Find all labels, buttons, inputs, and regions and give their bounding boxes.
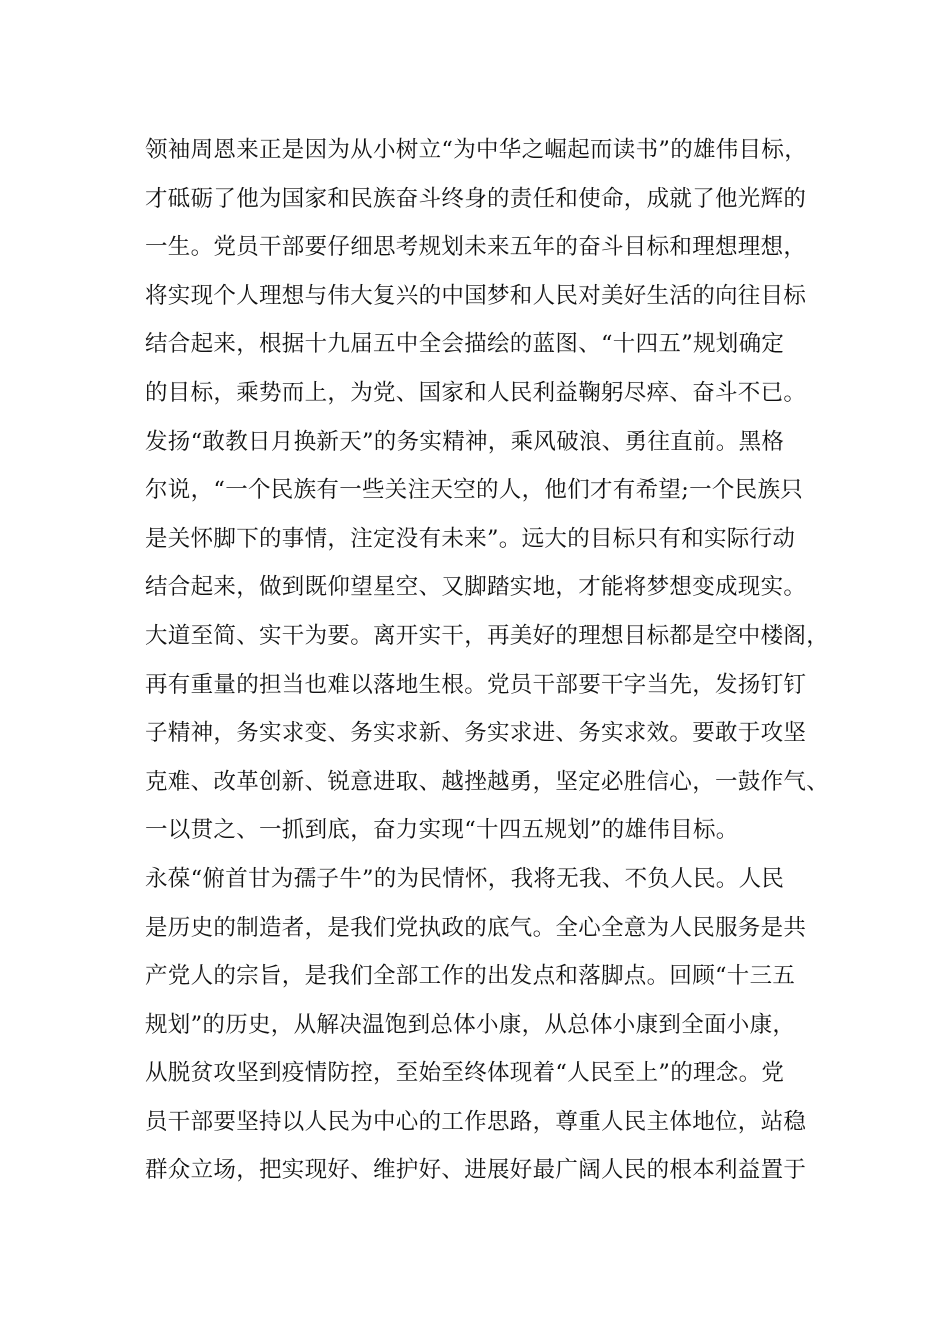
text-line: 群众立场，把实现好、维护好、进展好最广阔人民的根本利益置于 xyxy=(145,1157,807,1184)
text-line: 领袖周恩来正是因为从小树立“为中华之崛起而读书”的雄伟目标， xyxy=(145,137,808,163)
text-line: 发扬“敢教日月换新天”的务实精神，乘风破浪、勇往直前。黑格 xyxy=(145,428,785,455)
text-line: 永葆“俯首甘为孺子牛”的为民情怀，我将无我、不负人民。人民 xyxy=(145,865,785,892)
text-line: 才砥砺了他为国家和民族奋斗终身的责任和使命，成就了他光辉的 xyxy=(145,185,807,212)
text-line: 尔说，“一个民族有一些关注天空的人，他们才有希望;一个民族只 xyxy=(145,477,804,504)
text-line: 克难、改革创新、锐意进取、越挫越勇，坚定必胜信心，一鼓作气、 xyxy=(145,768,830,795)
document-body xyxy=(145,126,830,1195)
text-line: 一生。党员干部要仔细思考规划未来五年的奋斗目标和理想理想， xyxy=(145,234,807,261)
text-line: 结合起来，根据十九届五中全会描绘的蓝图、“十四五”规划确定 xyxy=(145,331,785,358)
text-line: 规划”的历史，从解决温饱到总体小康，从总体小康到全面小康， xyxy=(145,1011,796,1038)
text-line: 产党人的宗旨，是我们全部工作的出发点和落脚点。回顾“十三五 xyxy=(145,963,796,990)
text-line: 员干部要坚持以人民为中心的工作思路，尊重人民主体地位，站稳 xyxy=(145,1108,807,1135)
text-line: 结合起来，做到既仰望星空、又脚踏实地，才能将梦想变成现实。 xyxy=(145,574,807,601)
text-line: 将实现个人理想与伟大复兴的中国梦和人民对美好生活的向往目标 xyxy=(145,282,807,309)
text-line: 一以贯之、一抓到底，奋力实现“十四五规划”的雄伟目标。 xyxy=(145,817,739,844)
text-line: 再有重量的担当也难以落地生根。党员干部要干字当先，发扬钉钉 xyxy=(145,671,807,698)
text-line: 的目标，乘势而上，为党、国家和人民利益鞠躬尽瘁、奋斗不已。 xyxy=(145,379,807,406)
text-line: 大道至简、实干为要。离开实干，再美好的理想目标都是空中楼阁， xyxy=(145,622,830,649)
text-line: 是历史的制造者，是我们党执政的底气。全心全意为人民服务是共 xyxy=(145,914,807,941)
text-line: 从脱贫攻坚到疫情防控，至始至终体现着“人民至上”的理念。党 xyxy=(145,1060,785,1087)
text-line: 是关怀脚下的事情，注定没有未来”。远大的目标只有和实际行动 xyxy=(145,525,796,552)
text-line: 子精神，务实求变、务实求新、务实求进、务实求效。要敢于攻坚 xyxy=(145,720,807,747)
